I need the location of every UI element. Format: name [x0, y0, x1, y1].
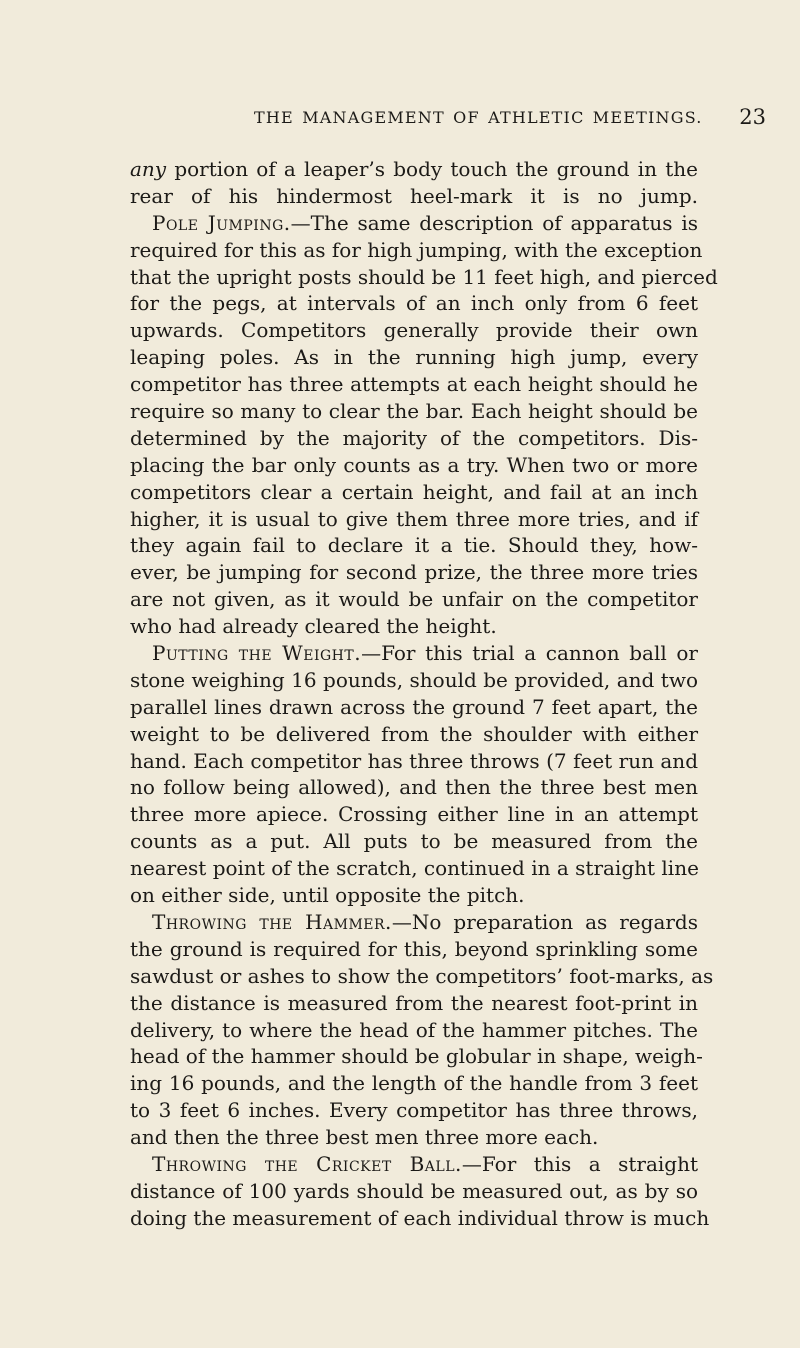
text-line — [130, 1124, 698, 1151]
text-line — [130, 586, 698, 613]
line-text: ing 16 pounds, and the length of the handle from 3 feet — [130, 1071, 698, 1096]
line-text: —For this a straight — [461, 1151, 698, 1176]
line-text: nearest point of the scratch, continued in a straight line — [130, 856, 699, 881]
line-text: required for this as for high jumping, with the exception — [130, 237, 703, 262]
text-line — [130, 667, 698, 694]
text-line — [130, 1043, 703, 1070]
section-heading: Putting the Weight. — [152, 641, 362, 666]
text-line — [130, 425, 698, 452]
text-line — [130, 882, 698, 909]
text-line — [130, 398, 698, 425]
running-title: THE MANAGEMENT OF ATHLETIC MEETINGS. — [254, 108, 703, 127]
line-text: distance of 100 yards should be measured out, as by so — [130, 1178, 698, 1203]
line-text: three more apiece. Crossing either line in an attempt — [130, 802, 698, 827]
line-text: require so many to clear the bar. Each height should be — [130, 399, 698, 424]
line-text: placing the bar only counts as a try. When two or more — [130, 452, 698, 477]
line-text: head of the hammer should be globular in shape, weigh- — [130, 1044, 703, 1069]
text-line — [130, 452, 698, 479]
text-line — [130, 506, 698, 533]
page-header — [254, 105, 766, 136]
line-text: leaping poles. As in the running high jump, every — [130, 345, 698, 370]
text-line — [130, 371, 698, 398]
text-line — [130, 748, 698, 775]
line-text: parallel lines drawn across the ground 7 feet apart, the — [130, 694, 698, 719]
section-heading: Throwing the Hammer. — [152, 909, 392, 934]
text-line — [130, 990, 698, 1017]
line-text: and then the three best men three more each. — [130, 1125, 599, 1150]
line-text: who had already cleared the height. — [130, 614, 497, 639]
line-text: —The same description of apparatus is — [290, 210, 698, 235]
line-text: to 3 feet 6 inches. Every competitor has three throws, — [130, 1098, 698, 1123]
line-text: determined by the majority of the competitors. Dis- — [130, 425, 698, 450]
line-text: —No preparation as regards — [391, 909, 698, 934]
text-line — [130, 1070, 698, 1097]
text-line — [130, 855, 698, 882]
line-text: higher, it is usual to give them three more tries, and if — [130, 506, 698, 531]
text-line — [130, 1097, 698, 1124]
line-text: they again fail to declare it a tie. Should they, how- — [130, 533, 698, 558]
text-line — [130, 721, 698, 748]
line-text: no follow being allowed), and then the three best men — [130, 775, 698, 800]
text-line — [130, 559, 698, 586]
text-line — [130, 183, 698, 210]
text-line — [130, 156, 698, 183]
line-text: are not given, as it would be unfair on the competitor — [130, 587, 698, 612]
line-text: upwards. Competitors generally provide their own — [130, 318, 698, 343]
italic-word: any — [130, 157, 167, 181]
section-heading: Pole Jumping. — [152, 210, 291, 235]
page-number: 23 — [739, 105, 766, 129]
line-text: on either side, until opposite the pitch. — [130, 883, 525, 908]
body-text — [130, 156, 718, 1232]
text-line — [130, 532, 698, 559]
text-line — [130, 936, 698, 963]
text-line — [130, 613, 698, 640]
line-text: hand. Each competitor has three throws (7 feet run and — [130, 748, 698, 773]
line-text: competitor has three attempts at each height should he — [130, 372, 698, 397]
text-line — [130, 694, 698, 721]
text-line — [130, 774, 698, 801]
text-line — [130, 264, 718, 291]
text-line — [130, 828, 698, 855]
line-text: delivery, to where the head of the hammer pitches. The — [130, 1017, 698, 1042]
line-text: portion of a leaper’s body touch the ground in the — [166, 157, 698, 181]
section-heading: Throwing the Cricket Ball. — [152, 1151, 462, 1176]
text-line — [130, 290, 698, 317]
section-start-line — [130, 640, 698, 667]
line-text: competitors clear a certain height, and fail at an inch — [130, 479, 698, 504]
text-line — [130, 317, 698, 344]
section-start-line — [130, 909, 698, 936]
line-text: weight to be delivered from the shoulder with either — [130, 721, 698, 746]
line-text: —For this trial a cannon ball or — [361, 641, 698, 666]
text-line — [130, 1017, 698, 1044]
line-text: the distance is measured from the nearest foot-print in — [130, 990, 698, 1015]
text-line — [130, 1178, 698, 1205]
line-text: for the pegs, at intervals of an inch only from 6 feet — [130, 291, 698, 316]
line-text: rear of his hindermost heel-mark it is no jump. — [130, 183, 698, 208]
text-line — [130, 237, 703, 264]
line-text: counts as a put. All puts to be measured from the — [130, 829, 698, 854]
line-text: sawdust or ashes to show the competitors’ foot-marks, as — [130, 963, 714, 988]
text-line — [130, 1205, 710, 1232]
section-start-line — [130, 210, 698, 237]
line-text: doing the measurement of each individual throw is much — [130, 1205, 710, 1230]
line-text: that the upright posts should be 11 feet high, and pierced — [130, 264, 718, 289]
line-text: ever, be jumping for second prize, the three more tries — [130, 560, 698, 585]
text-line — [130, 479, 698, 506]
line-text: stone weighing 16 pounds, should be provided, and two — [130, 667, 698, 692]
text-line — [130, 801, 698, 828]
line-text: the ground is required for this, beyond sprinkling some — [130, 936, 698, 961]
text-line — [130, 963, 714, 990]
section-start-line — [130, 1151, 698, 1178]
text-line — [130, 344, 698, 371]
